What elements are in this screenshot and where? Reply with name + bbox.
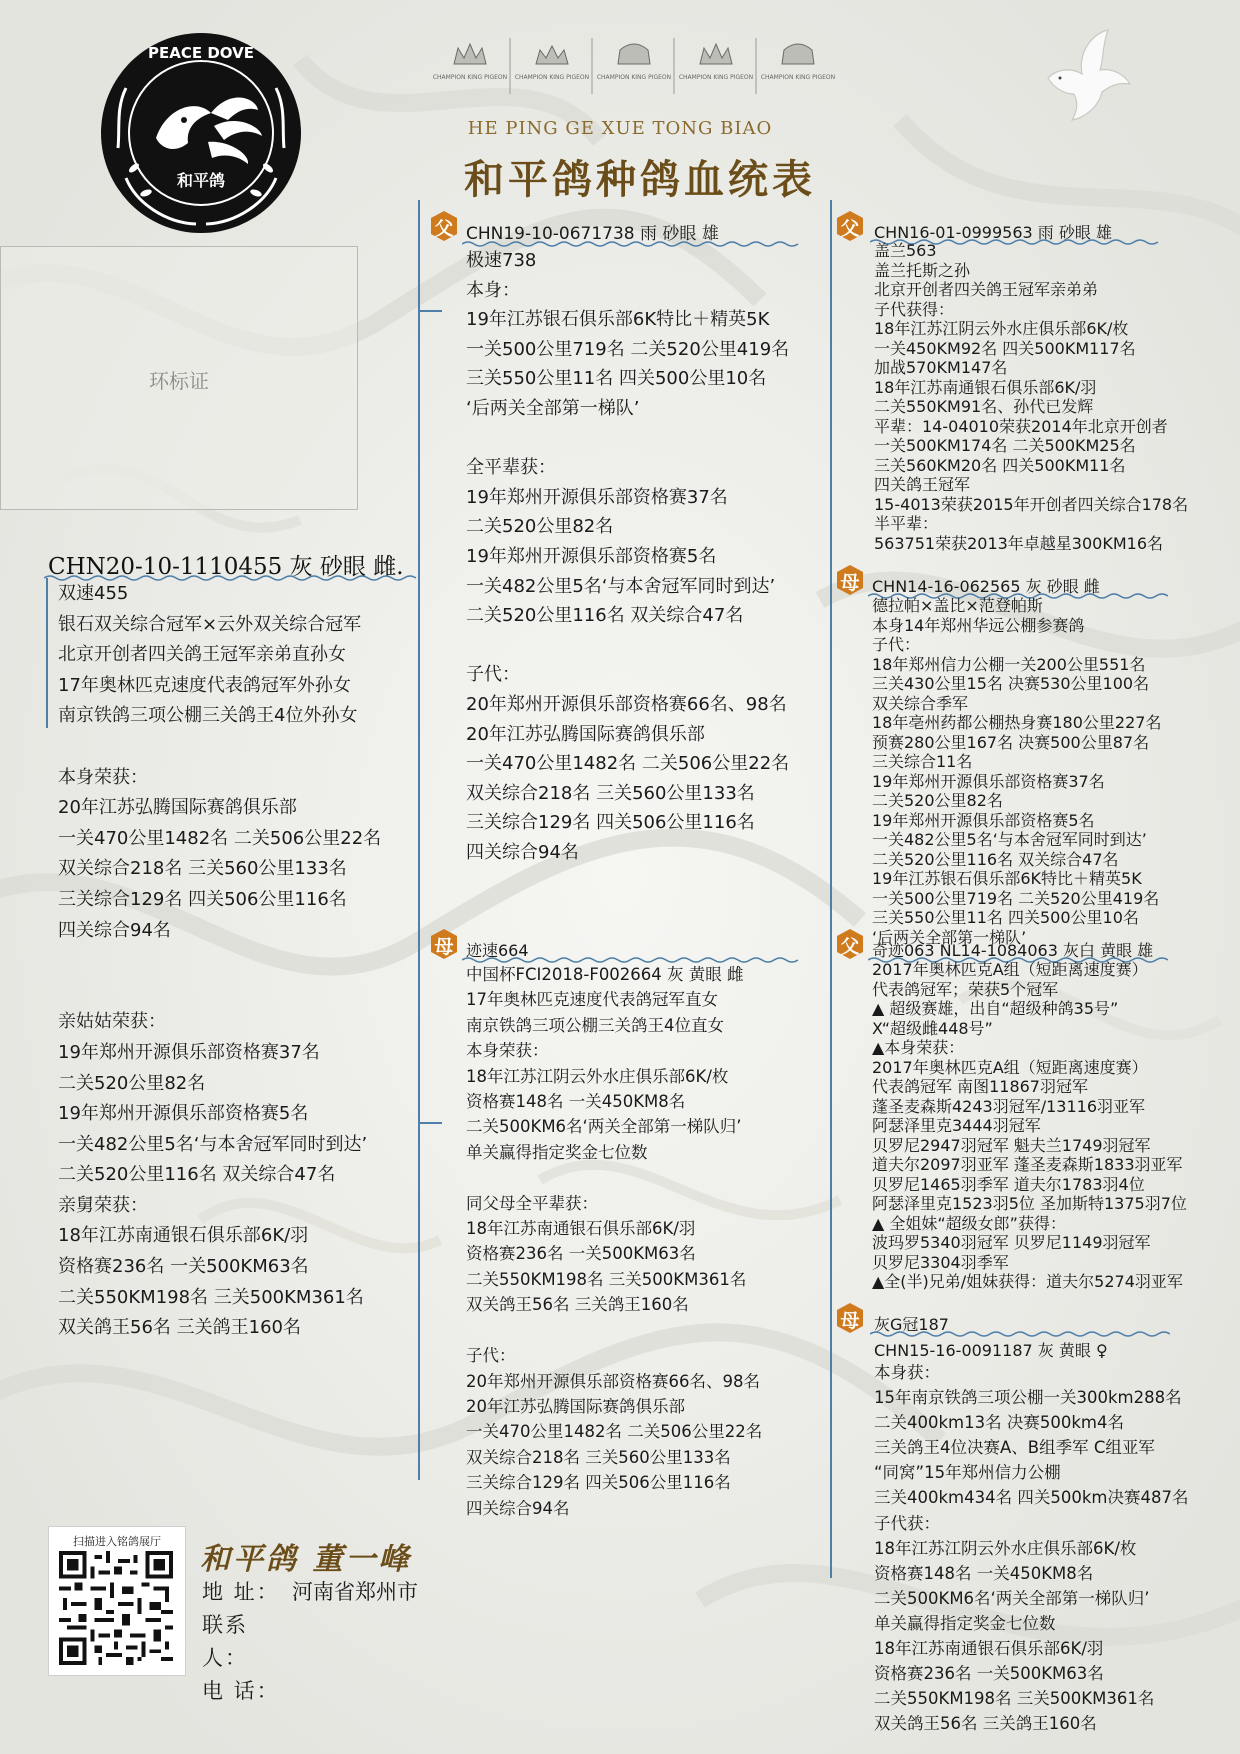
sire-dam-line: 一关500公里719名 二关520公里419名 <box>872 888 1160 908</box>
dam-dam-line: 15年南京铁鸽三项公棚一关300km288名 <box>874 1388 1182 1408</box>
sire-sire-line: 盖兰563 <box>874 241 937 260</box>
subject-line: 亲姑姑荣获： <box>58 1011 166 1033</box>
sire-dam-line: 19年江苏银石俱乐部6K特比＋精英5K <box>872 869 1142 888</box>
subject-line: 本身荣获： <box>58 766 148 788</box>
sire-sire-ring: CHN16-01-0999563 雨 砂眼 雄 <box>874 223 1112 242</box>
subject-line: 二关520公里82名 <box>58 1072 206 1094</box>
sire-dam-ring: CHN14-16-062565 灰 砂眼 雌 <box>872 577 1100 596</box>
dam-line: 中国杯FCI2018-F002664 灰 黄眼 雌 <box>466 965 744 984</box>
sire-line: 三关综合129名 四关506公里116名 <box>466 812 755 834</box>
dam-line <box>466 1318 762 1343</box>
phone-label: 电 话： <box>202 1679 280 1703</box>
dam-sire-line: 蓬圣麦森斯4243羽冠军/13116羽亚军 <box>872 1096 1146 1116</box>
peace-dove-logo <box>96 28 306 238</box>
sire-line: 一关470公里1482名 二关506公里22名 <box>466 753 790 775</box>
subject-line: 20年江苏弘腾国际赛鸽俱乐部 <box>58 797 297 819</box>
dam-line: 20年江苏弘腾国际赛鸽俱乐部 <box>466 1396 685 1416</box>
sire-dam-line: 德拉帕×盖比×范登帕斯 <box>872 596 1043 615</box>
sire-line: 全平辈获： <box>466 457 556 479</box>
sire-line <box>466 631 789 661</box>
subject-line: 双关鸽王56名 三关鸽王160名 <box>58 1317 301 1339</box>
sire-dam-line: 19年郑州开源俱乐部资格赛5名 <box>872 810 1095 830</box>
logo-arc-text: PEACE DOVE <box>148 44 254 62</box>
subject-line <box>58 732 381 763</box>
sire-sire-line: 18年江苏江阴云外水庄俱乐部6K/枚 <box>874 319 1129 338</box>
sire-dam-line: 19年郑州开源俱乐部资格赛37名 <box>872 771 1105 791</box>
dam-sire-line: 道夫尔2097羽亚军 蓬圣麦森斯1833羽亚军 <box>872 1155 1183 1174</box>
sire-dam-line: 三关430公里15名 决赛530公里100名 <box>872 674 1150 693</box>
sire-sire-line: 加战570KM147名 <box>874 358 1008 377</box>
sire-sire-line: 18年江苏南通银石俱乐部6K/羽 <box>874 377 1097 397</box>
sire-line: 20年江苏弘腾国际赛鸽俱乐部 <box>466 723 705 745</box>
dam-sire-line: X“超级雌448号” <box>872 1018 993 1038</box>
sire-line: 一关482公里5名‘与本舍冠军同时到达’ <box>466 575 776 597</box>
sire-sire-line: 15-4013荣获2015年开创者四关综合178名 <box>874 494 1189 514</box>
dam-dam-underline <box>870 1330 1170 1338</box>
subject-line: 四关综合94名 <box>58 919 171 941</box>
dam-sire-line: 贝罗尼1465羽季军 道夫尔1783羽4位 <box>872 1174 1145 1194</box>
dam-sire-line: 波玛罗5340羽冠军 贝罗尼1149羽冠军 <box>872 1233 1151 1252</box>
sire-line <box>466 424 789 454</box>
dam-sire-line: 贝罗尼2947羽冠军 魁夫兰1749羽冠军 <box>872 1135 1151 1155</box>
dam-line: 17年奥林匹克速度代表鸽冠军直女 <box>466 990 718 1010</box>
subject-line: 北京开创者四关鸽王冠军亲弟直孙女 <box>58 644 346 666</box>
sire-dam-line: 18年郑州信力公棚一关200公里551名 <box>872 654 1146 674</box>
subject-details <box>58 579 381 1344</box>
dam-sire-line: 阿瑟泽里克3444羽冠军 <box>872 1116 1041 1135</box>
dam-line: 同父母全平辈获： <box>466 1193 598 1213</box>
subject-ring-number: CHN20-10-1110455 灰 砂眼 雌. <box>48 554 404 580</box>
sire-dam-line: 子代： <box>872 635 921 654</box>
dam-line: 资格赛148名 一关450KM8名 <box>466 1092 686 1112</box>
sire-side-connector <box>830 200 832 942</box>
dam-line: 18年江苏江阴云外水庄俱乐部6K/枚 <box>466 1066 729 1086</box>
sire-line: 二关520公里82名 <box>466 516 614 538</box>
sire-line: 本身： <box>466 279 520 301</box>
subject-line: 南京铁鸽三项公棚三关鸽王4位外孙女 <box>58 705 358 727</box>
sire-sire-line: 半平辈： <box>874 514 939 533</box>
subject-line: 一关482公里5名‘与本舍冠军同时到达’ <box>58 1133 368 1155</box>
dam-dam-line: 子代获： <box>874 1513 940 1533</box>
subject-line: 双速455 <box>58 583 129 604</box>
sire-dam-line: 一关482公里5名‘与本舍冠军同时到达’ <box>872 830 1147 849</box>
dam-sire-line: ▲本身荣获： <box>872 1038 965 1057</box>
address-label: 地 址： <box>202 1580 280 1604</box>
sire-dam-line: 双关综合季军 <box>872 693 969 713</box>
breeder-brand: 和平鸽 董一峰 <box>200 1542 412 1577</box>
dam-badge <box>428 928 460 960</box>
sire-line: 19年郑州开源俱乐部资格赛37名 <box>466 486 728 508</box>
dam-dam-line: 18年江苏江阴云外水庄俱乐部6K/枚 <box>874 1538 1137 1558</box>
qr-code-panel[interactable] <box>48 1526 186 1676</box>
dam-sire-line: 代表鸽冠军；荣获5个冠军 <box>872 979 1059 999</box>
dove-icon <box>1038 28 1138 124</box>
dam-dam-name: 灰G冠187 <box>874 1315 949 1334</box>
ring-certificate-label: 环标证 <box>149 369 209 393</box>
subject-line: 17年奥林匹克速度代表鸽冠军外孙女 <box>58 674 351 696</box>
sire-dam-line: 三关综合11名 <box>872 752 973 771</box>
dam-sire-line: 2017年奥林匹克A组（短距离速度赛） <box>872 1057 1148 1077</box>
sire-connector <box>420 310 442 312</box>
sire-line: 三关550公里11名 四关500公里10名 <box>466 368 767 390</box>
sire-sire-badge <box>834 210 866 242</box>
dam-dam-badge <box>834 1302 866 1334</box>
dam-dam-badge-label: 母 <box>840 1310 860 1332</box>
contact-block <box>202 1576 418 1708</box>
dam-line: 四关综合94名 <box>466 1498 570 1518</box>
sire-line: 一关500公里719名 二关520公里419名 <box>466 338 790 360</box>
sire-line: 双关综合218名 三关560公里133名 <box>466 782 755 804</box>
logo-cn-text: 和平鸽 <box>176 171 226 190</box>
dam-sire-badge-label: 父 <box>840 936 860 958</box>
sire-sire-line: 平辈：14-04010荣获2014年北京开创者 <box>874 416 1168 436</box>
crown-caption-3: CHAMPION KING PIGEON <box>596 74 672 81</box>
sire-dam-line: ‘后两关全部第一梯队’ <box>872 927 1027 947</box>
qr-caption: 扫描进入铭鸽展厅 <box>73 1535 161 1548</box>
sire-dam-line: 18年亳州药都公棚热身赛180公里227名 <box>872 713 1162 732</box>
crown-caption-5: CHAMPION KING PIGEON <box>760 74 836 81</box>
sire-dam-badge <box>834 564 866 596</box>
dam-line: 18年江苏南通银石俱乐部6K/羽 <box>466 1219 696 1239</box>
dam-dam-line: 资格赛236名 一关500KM63名 <box>874 1664 1104 1684</box>
dam-sire-details <box>872 960 1187 1292</box>
subject-line: 三关综合129名 四关506公里116名 <box>58 888 347 910</box>
sire-sire-line: 盖兰托斯之孙 <box>874 260 971 280</box>
dam-dam-line: 单关赢得指定奖金七位数 <box>874 1613 1056 1633</box>
dam-sire-line: 阿瑟泽里克1523羽5位 圣加斯特1375羽7位 <box>872 1194 1187 1213</box>
sire-sire-line: 二关550KM91名、孙代已发辉 <box>874 397 1094 416</box>
main-connector <box>418 200 420 1480</box>
dam-sire-line: 2017年奥林匹克A组（短距离速度赛） <box>872 960 1148 979</box>
sire-details <box>466 246 789 867</box>
subject-line: 二关520公里116名 双关综合47名 <box>58 1164 336 1186</box>
sire-sire-details <box>874 241 1188 553</box>
dam-sire-line: ▲ 超级赛雄，出自“超级种鸽35号” <box>872 999 1119 1018</box>
title-pinyin: HE PING GE XUE TONG BIAO <box>467 118 773 139</box>
sire-line: ‘后两关全部第一梯队’ <box>466 397 640 419</box>
dam-name: 迹速664 <box>466 941 529 960</box>
subject-line: 19年郑州开源俱乐部资格赛37名 <box>58 1041 320 1063</box>
dam-sire-line: ▲全(半)兄弟/姐妹获得：道夫尔5274羽亚军 <box>872 1272 1183 1291</box>
dam-line: 双关鸽王56名 三关鸽王160名 <box>466 1295 689 1315</box>
dam-dam-line: “同窝”15年郑州信力公棚 <box>874 1463 1061 1483</box>
dam-line: 一关470公里1482名 二关506公里22名 <box>466 1422 763 1442</box>
sire-line: 19年郑州开源俱乐部资格赛5名 <box>466 545 717 567</box>
dam-dam-line: 双关鸽王56名 三关鸽王160名 <box>874 1714 1097 1734</box>
sire-sire-line: 一关500KM174名 二关500KM25名 <box>874 436 1136 455</box>
sire-line: 二关520公里116名 双关综合47名 <box>466 605 744 627</box>
contact-label: 联系人： <box>202 1613 248 1670</box>
dam-sire-badge <box>834 928 866 960</box>
page-title: 和平鸽种鸽血统表 <box>464 156 816 203</box>
dam-dam-ring: CHN15-16-0091187 灰 黄眼 ♀ <box>874 1341 1108 1360</box>
dam-sire-line: ▲ 全姐妹“超级女郎”获得： <box>872 1213 1066 1233</box>
subject-bracket <box>46 578 48 728</box>
subject-line: 一关470公里1482名 二关506公里22名 <box>58 827 382 849</box>
sire-dam-line: 预赛280公里167名 决赛500公里87名 <box>872 732 1150 752</box>
sire-sire-line: 一关450KM92名 四关500KM117名 <box>874 338 1136 358</box>
dam-dam-details <box>874 1360 1188 1736</box>
sire-sire-line: 三关560KM20名 四关500KM11名 <box>874 455 1126 475</box>
dam-line: 单关赢得指定奖金七位数 <box>466 1142 648 1162</box>
subject-line: 银石双关综合冠军×云外双关综合冠军 <box>58 613 362 635</box>
dam-dam-line: 18年江苏南通银石俱乐部6K/羽 <box>874 1639 1104 1659</box>
sire-line: 四关综合94名 <box>466 841 579 863</box>
sire-dam-line: 本身14年郑州华远公棚参赛鸽 <box>872 615 1085 635</box>
dam-line: 三关综合129名 四关506公里116名 <box>466 1473 731 1493</box>
subject-line: 双关综合218名 三关560公里133名 <box>58 858 347 880</box>
crown-caption-4: CHAMPION KING PIGEON <box>678 74 754 81</box>
sire-dam-details <box>872 596 1161 947</box>
sire-badge <box>428 210 460 242</box>
dam-sire-line: 贝罗尼3304羽季军 <box>872 1252 1009 1272</box>
dam-badge-label: 母 <box>434 936 454 958</box>
dam-side-connector <box>830 918 832 1578</box>
dam-dam-line: 二关400km13名 决赛500km4名 <box>874 1413 1124 1433</box>
dam-dam-line: 三关400km434名 四关500km决赛487名 <box>874 1488 1189 1508</box>
sire-sire-badge-label: 父 <box>840 218 860 240</box>
sire-dam-line: 二关520公里82名 <box>872 791 1003 810</box>
qr-code-icon[interactable] <box>59 1551 173 1665</box>
dam-line: 双关综合218名 三关560公里133名 <box>466 1447 731 1467</box>
subject-line: 18年江苏南通银石俱乐部6K/羽 <box>58 1225 309 1247</box>
dam-dam-line: 二关550KM198名 三关500KM361名 <box>874 1689 1155 1709</box>
dam-details <box>466 962 762 1521</box>
sire-line: 极速738 <box>466 250 537 271</box>
sire-dam-line: 二关520公里116名 双关综合47名 <box>872 849 1119 869</box>
dam-sire-ring: 奇迹063 NL14-1084063 灰白 黄眼 雄 <box>872 941 1154 960</box>
sire-ring: CHN19-10-0671738 雨 砂眼 雄 <box>466 224 719 244</box>
dam-line: 资格赛236名 一关500KM63名 <box>466 1244 696 1264</box>
subject-line: 资格赛236名 一关500KM63名 <box>58 1256 309 1278</box>
subject-line <box>58 946 381 977</box>
sire-dam-line: 三关550公里11名 四关500公里10名 <box>872 908 1139 927</box>
sire-sire-line: 北京开创者四关鸽王冠军亲弟弟 <box>874 280 1099 299</box>
subject-line: 亲舅荣获： <box>58 1194 148 1216</box>
sire-line: 19年江苏银石俱乐部6K特比＋精英5K <box>466 309 770 331</box>
crown-caption-1: CHAMPION KING PIGEON <box>432 74 508 81</box>
dam-line: 20年郑州开源俱乐部资格赛66名、98名 <box>466 1371 760 1391</box>
dam-line: 南京铁鸽三项公棚三关鸽王4位直女 <box>466 1015 724 1035</box>
dam-dam-line: 资格赛148名 一关450KM8名 <box>874 1563 1094 1583</box>
address-value: 河南省郑州市 <box>292 1580 418 1604</box>
sire-line: 20年郑州开源俱乐部资格赛66名、98名 <box>466 693 787 715</box>
dam-connector <box>420 1122 442 1124</box>
dam-line: 二关550KM198名 三关500KM361名 <box>466 1269 747 1289</box>
crown-caption-2: CHAMPION KING PIGEON <box>514 74 590 81</box>
dam-sire-line: 代表鸽冠军 南图11867羽冠军 <box>872 1077 1088 1096</box>
dam-line: 本身荣获： <box>466 1041 549 1061</box>
dam-line <box>466 1165 762 1190</box>
sire-badge-label: 父 <box>434 218 454 240</box>
ring-certificate-box <box>0 246 358 510</box>
subject-line: 二关550KM198名 三关500KM361名 <box>58 1286 364 1308</box>
sire-sire-line: 子代获得： <box>874 299 955 319</box>
sire-sire-line: 563751荣获2013年卓越星300KM16名 <box>874 533 1163 553</box>
subject-line: 19年郑州开源俱乐部资格赛5名 <box>58 1103 309 1125</box>
sire-dam-badge-label: 母 <box>840 572 860 594</box>
sire-sire-line: 四关鸽王冠军 <box>874 475 971 494</box>
dam-dam-line: 三关鸽王4位决赛A、B组季军 C组亚军 <box>874 1438 1155 1458</box>
dam-dam-line: 本身获： <box>874 1363 940 1382</box>
dam-dam-line: 二关500KM6名‘两关全部第一梯队归’ <box>874 1588 1150 1608</box>
subject-line <box>58 977 381 1008</box>
dam-line: 二关500KM6名‘两关全部第一梯队归’ <box>466 1117 742 1137</box>
crown-badges <box>430 34 840 98</box>
sire-line: 子代： <box>466 664 520 686</box>
dam-line: 子代： <box>466 1346 516 1366</box>
